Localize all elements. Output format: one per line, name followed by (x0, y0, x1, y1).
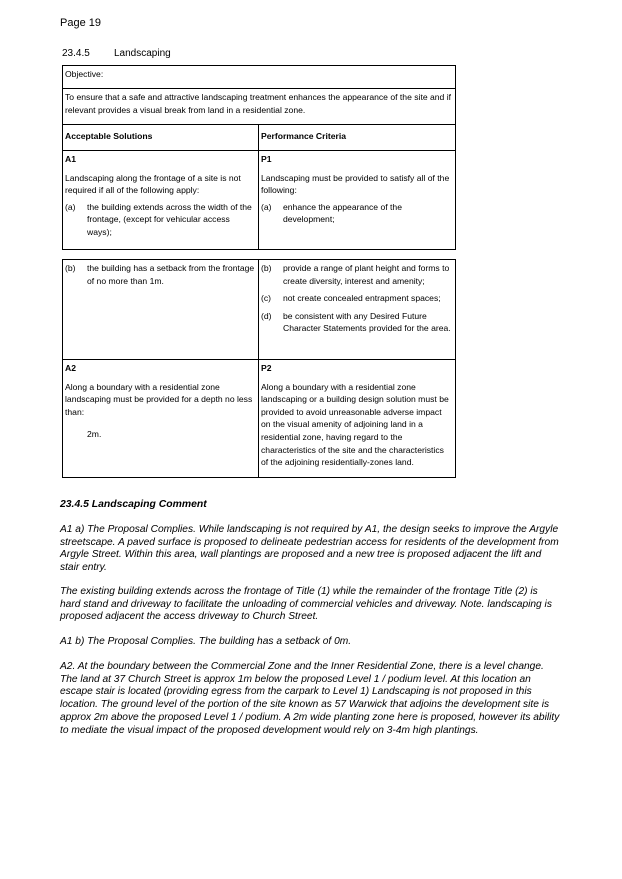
a1-code: A1 (65, 154, 76, 164)
comment-text: A1 b) The Proposal Complies. The building has a setback of 0m. (60, 636, 352, 647)
a1-item-a (65, 201, 256, 239)
a1-continued-cell (63, 260, 259, 360)
item-text: the building extends across the width of the frontage, (except for vehicular access ways); (87, 201, 252, 237)
p2-code: P2 (261, 363, 272, 373)
p1-code: P1 (261, 154, 272, 164)
p1-item-c (261, 292, 453, 305)
p2-cell (259, 360, 456, 478)
comment-text: The existing building extends across the frontage of Title (1) while the remainder of the frontage Title (2) is hard stand and driveway to facilitate the unloading of commercial vehicles and driveway. Note. landscaping is proposed adjacent the access driveway to Church Street. (60, 586, 552, 623)
objective-text: To ensure that a safe and attractive landscaping treatment enhances the appearance of the site and if relevant provides a visual break from land in a residential zone. (63, 89, 456, 125)
a2-depth-value: 2m. (87, 429, 102, 440)
comment-text: A1 a) The Proposal Complies. While landscaping is not required by A1, the design seeks to improve the Argyle streetscape. A paved surface is proposed to delineate pedestrian access for residents of the development from Argyle Street. Within this area, wall plantings are proposed and a new tree is proposed adjacent the lift and stair entry. (60, 524, 559, 574)
p1-item-a (261, 201, 453, 226)
a2-text: Along a boundary with a residential zone landscaping must be provided for a depth no less than: (65, 381, 253, 417)
comment-paragraph-2 (60, 586, 560, 624)
a2-p2-row (63, 360, 456, 478)
item-text: enhance the appearance of the development; (283, 201, 402, 225)
a2-cell (63, 360, 259, 478)
p1-item-d (261, 310, 453, 335)
landscaping-table-part1 (62, 65, 456, 250)
landscaping-table-part2 (62, 259, 456, 478)
section-number: 23.4.5 (62, 48, 90, 59)
a1-p1-continued-row (63, 260, 456, 360)
page-number: Page 19 (60, 17, 101, 29)
comment-heading: 23.4.5 Landscaping Comment (60, 499, 207, 510)
a1-cell (63, 151, 259, 250)
p2-text: Along a boundary with a residential zone landscaping or a building design solution must be provided to avoid unreasonable adverse impact on the visual amenity of adjoining land in a residential zone, having regard to the characteristics of the site and the characteristics of the adjoining residentially-zones land. (261, 381, 449, 468)
a1-intro: Landscaping along the frontage of a site is not required if all of the following apply: (65, 172, 241, 196)
comment-paragraph-3 (60, 636, 560, 649)
section-title: Landscaping (114, 48, 171, 59)
comment-text: A2. At the boundary between the Commercial Zone and the Inner Residential Zone, there is a level change. The land at 37 Church Street is approx 1m below the proposed Level 1 / podium level. At this location an escape stair is located (providing egress from the carpark to Level 1) Landscaping is not proposed in this location. The ground level of the portion of the site known as 57 Warwick that adjoins the development site is approx 2m above the proposed Level 1 / podium. A 2m wide planting zone here is proposed, however its ability to mediate the visual impact of the proposed development would rely on 3-4m high plantings. (60, 661, 560, 736)
item-label: (d) (261, 310, 272, 321)
objective-text-row (63, 89, 456, 125)
item-label: (c) (261, 293, 272, 304)
a2-code: A2 (65, 363, 76, 373)
comment-paragraph-4 (60, 661, 560, 737)
section-heading (62, 48, 171, 59)
item-text: not create concealed entrapment spaces; (283, 293, 441, 304)
p1-intro: Landscaping must be provided to satisfy all of the following: (261, 172, 450, 196)
comment-paragraph-1 (60, 524, 560, 575)
item-label: (a) (65, 201, 76, 212)
item-label: (b) (261, 263, 272, 273)
objective-label-row (63, 66, 456, 89)
item-text: the building has a setback from the frontage of no more than 1m. (87, 263, 255, 286)
a1-p1-row (63, 151, 456, 250)
acceptable-solutions-header: Acceptable Solutions (63, 125, 259, 151)
performance-criteria-header: Performance Criteria (259, 125, 456, 151)
item-text: be consistent with any Desired Future Character Statements provided for the area. (283, 310, 451, 334)
a1-item-b (65, 262, 256, 287)
header-row (63, 125, 456, 151)
p1-continued-cell (259, 260, 456, 360)
item-text: provide a range of plant height and forms to create diversity, interest and amenity; (283, 263, 450, 286)
item-label: (b) (65, 263, 76, 273)
p1-item-b (261, 262, 453, 287)
objective-label: Objective: (63, 66, 456, 89)
item-label: (a) (261, 201, 272, 212)
p1-cell (259, 151, 456, 250)
